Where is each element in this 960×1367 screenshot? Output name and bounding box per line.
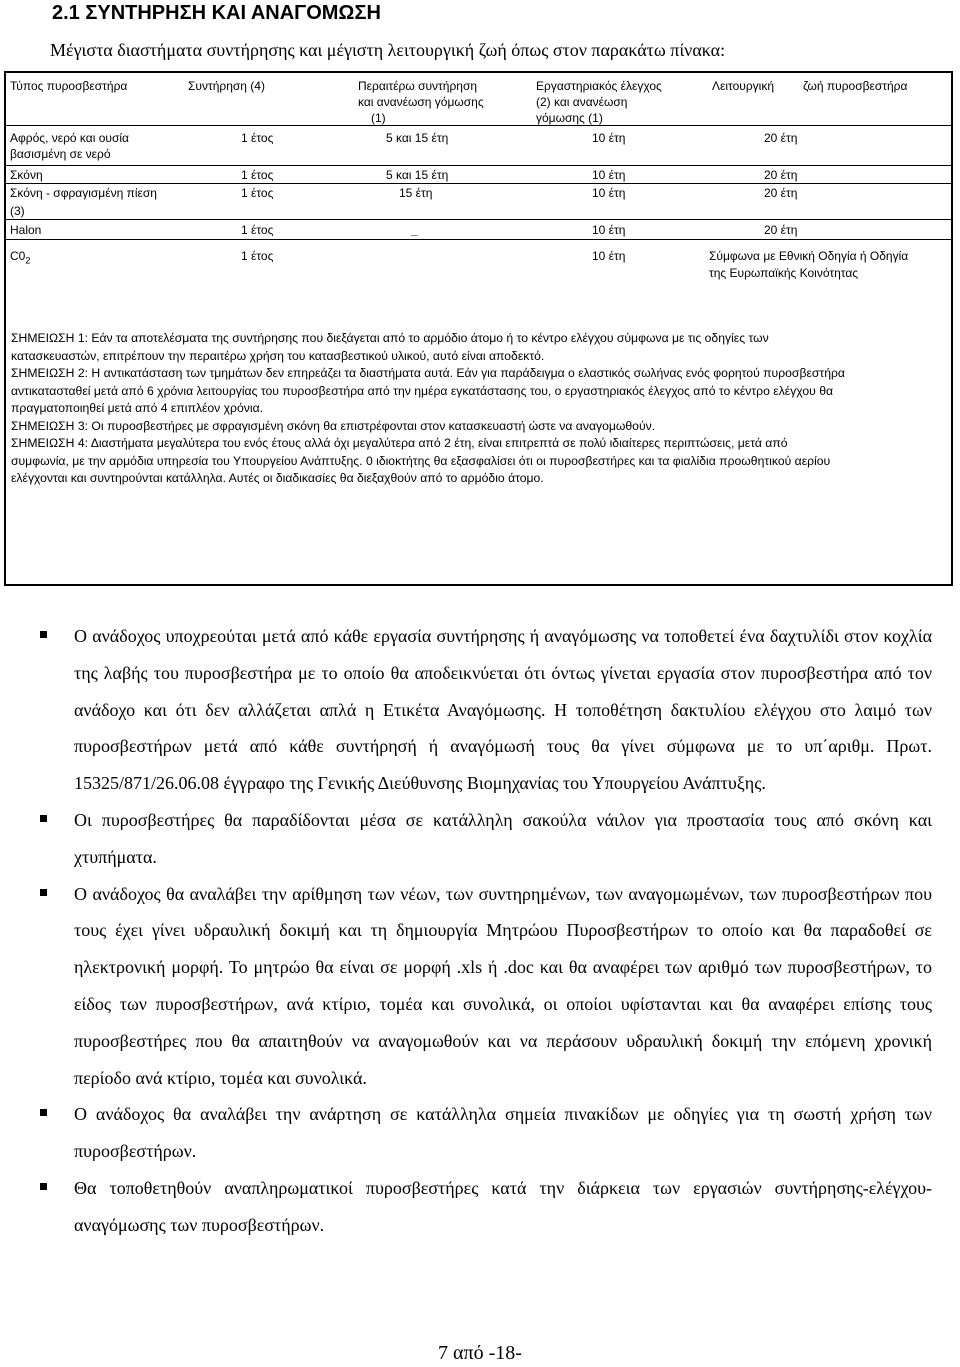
maintenance-table-box: [4, 71, 953, 586]
list-item: [40, 1170, 932, 1244]
row-powder-further: 5 και 15 έτη: [386, 168, 449, 182]
note-line: ΣΗΜΕΙΩΣΗ 4: Διαστήματα μεγαλύτερα του ενός έτους αλλά όχι μεγαλύτερα από 2 έτη, είναι επιτρεπτά σε πολύ ιδιαίτερες περιπτώσεις, μετά από: [11, 436, 788, 450]
row-powder-life: 20 έτη: [764, 168, 798, 182]
row-halon-further: _: [411, 223, 418, 237]
square-bullet-icon: [40, 1109, 47, 1116]
table-divider: [6, 239, 951, 240]
list-item: [40, 876, 932, 1097]
row-powder-maintenance: 1 έτος: [241, 168, 274, 182]
row-sealed-powder-maintenance: 1 έτος: [241, 186, 274, 200]
note-line: ελέγχονται και συντηρούνται κατάλληλα. Αυτές οι διαδικασίες θα διεξαχθούν από το αρμόδιο άτομο.: [11, 471, 544, 485]
header-lab-check-line3: γόμωσης (1): [536, 111, 603, 125]
note-line: συμφωνία, με την αρμόδια υπηρεσία του Υπουργείου Ανάπτυξης. 0 ιδιοκτήτης θα εξασφαλίσει ότι οι πυροσβεστήρες και τα φιαλίδια προωθητικού αερίου: [11, 453, 831, 468]
table-notes: [11, 330, 949, 488]
list-item: [40, 802, 932, 876]
note-line: πραγματοποιηθεί μετά από 4 επιπλέον χρόνια.: [11, 401, 263, 415]
requirements-list: [40, 618, 932, 1244]
list-item-text: Θα τοποθετηθούν αναπληρωματικοί πυροσβεστήρες κατά την διάρκεια των εργασιών συντήρησης-ελέγχου-αναγόμωσης των πυροσβεστήρων.: [74, 1177, 932, 1235]
row-halon-life: 20 έτη: [764, 223, 798, 237]
header-life-a: Λειτουργική: [712, 79, 775, 93]
header-lab-check-line2: (2) και ανανέωση: [536, 95, 628, 109]
row-co2-life: Σύμφωνα με Εθνική Οδηγία ή Οδηγία: [709, 249, 909, 263]
list-item-text: Ο ανάδοχος θα αναλάβει την αρίθμηση των νέων, των συντηρημένων, των αναγομωμένων, των πυροσβεστήρων που τους έχει γίνει υδραυλική δοκιμή και τη δημιουργία Μητρώου Πυροσβεστήρων το οποίο και θα παραδοθεί σε ηλεκτρονική μορφή. Το μητρώο θα είναι σε μορφή .xls ή .doc και θα αναφέρει των αριθμό των πυροσβεστήρων, το είδος των πυροσβεστήρων, ανά κτίριο, τομέα και συνολικά, οι οποίοι υφίστανται και θα αναφέρει επίσης τους πυροσβεστήρες που θα απαιτηθούν να αναγομωθούν και να περάσουν υδραυλική δοκιμή την επόμενη χρονική περίοδο ανά κτίριο, τομέα και συνολικά.: [74, 883, 932, 1088]
row-sealed-powder-lab: 10 έτη: [592, 186, 626, 200]
table-caption: Μέγιστα διαστήματα συντήρησης και μέγιστη λειτουργική ζωή όπως στον παρακάτω πίνακα:: [50, 40, 726, 60]
header-lab-check: Εργαστηριακός έλεγχος: [536, 79, 662, 93]
row-sealed-powder-life: 20 έτη: [764, 186, 798, 200]
row-foam-further: 5 και 15 έτη: [386, 131, 449, 145]
note-line: αντικατασταθεί μετά από 6 χρόνια λειτουργίας του πυροσβεστήρα από την ημέρα εγκατάστασης του, ο εργαστηριακός έλεγχος από το κέντρο ελέγχου θα: [11, 383, 834, 398]
row-halon-type: Halon: [10, 223, 42, 237]
row-halon-maintenance: 1 έτος: [241, 223, 274, 237]
row-foam-lab: 10 έτη: [592, 131, 626, 145]
table-divider: [6, 165, 951, 166]
row-co2-type-base: C0: [10, 249, 26, 263]
square-bullet-icon: [40, 631, 47, 638]
note-line: ΣΗΜΕΙΩΣΗ 3: Οι πυροσβεστήρες με σφραγισμένη σκόνη θα επιστρέφονται στον κατασκευαστή ώστε να αναγομωθούν.: [11, 418, 656, 433]
row-foam-life: 20 έτη: [764, 131, 798, 145]
note-line: ΣΗΜΕΙΩΣΗ 1: Εάν τα αποτελέσματα της συντήρησης που διεξάγεται από το αρμόδιο άτομο ή το κέντρο ελέγχου σύμφωνα με τις οδηγίες των: [11, 331, 769, 345]
row-halon-lab: 10 έτη: [592, 223, 626, 237]
table-divider: [6, 183, 951, 184]
row-sealed-powder-further: 15 έτη: [399, 186, 433, 200]
list-item-text: Ο ανάδοχος υποχρεούται μετά από κάθε εργασία συντήρησης ή αναγόμωσης να τοποθετεί ένα δαχτυλίδι στον κοχλία της λαβής του πυροσβεστήρα με το οποίο θα αποδεικνύεται ότι όντως γίνεται εργασία στον πυροσβεστήρα από τον ανάδοχο και ότι δεν αλλάζεται απλά η Ετικέτα Αναγόμωσης. Η τοποθέτηση δακτυλίου ελέγχου στο λαιμό των πυροσβεστήρων μετά από κάθε συντήρησή ή αναγόμωσή τους θα γίνει σύμφωνα με το υπ΄αριθμ. Πρωτ. 15325/871/26.06.08 έγγραφο της Γενικής Διεύθυνσης Βιομηχανίας του Υπουργείου Ανάπτυξης.: [74, 626, 932, 794]
row-co2-life-line2: της Ευρωπαϊκής Κοινότητας: [709, 266, 859, 280]
table-divider: [6, 125, 951, 126]
square-bullet-icon: [40, 815, 47, 822]
note-line: κατασκευαστών, επιτρέπουν την περαιτέρω χρήση του κατασβεστικού υλικού, αυτό είναι αποδεκτό.: [11, 348, 545, 363]
row-co2-maintenance: 1 έτος: [241, 249, 274, 263]
header-life-b: ζωή πυροσβεστήρα: [803, 79, 908, 93]
row-sealed-powder-type: Σκόνη - σφραγισμένη πίεση: [10, 186, 157, 200]
page-number: 7 από -18-: [438, 1342, 522, 1364]
list-item: [40, 618, 932, 802]
row-co2-lab: 10 έτη: [592, 249, 626, 263]
row-foam-type: Αφρός, νερό και ουσία: [10, 131, 129, 145]
row-sealed-powder-type-line2: (3): [10, 204, 25, 218]
header-maintenance: Συντήρηση (4): [188, 79, 265, 93]
row-foam-maintenance: 1 έτος: [241, 131, 274, 145]
header-further-maintenance: Περαιτέρω συντήρηση: [358, 79, 478, 93]
list-item: [40, 1096, 932, 1170]
header-further-maintenance-line3: (1): [371, 111, 386, 125]
row-foam-type-line2: βασισμένη σε νερό: [10, 147, 111, 161]
row-co2-type: [10, 248, 30, 264]
table-divider: [6, 219, 951, 220]
header-type: Τύπος πυροσβεστήρα: [10, 79, 128, 93]
row-powder-lab: 10 έτη: [592, 168, 626, 182]
note-line: ΣΗΜΕΙΩΣΗ 2: Η αντικατάσταση των τμημάτων δεν επηρεάζει τα διαστήματα αυτά. Εάν για παράδειγμα ο ελαστικός σωλήνας ενός φορητού πυροσβεστήρα: [11, 366, 845, 380]
header-further-maintenance-line2: και ανανέωση γόμωσης: [358, 95, 484, 109]
row-co2-type-subscript: 2: [25, 255, 31, 266]
square-bullet-icon: [40, 1183, 47, 1190]
row-powder-type: Σκόνη: [10, 168, 43, 182]
list-item-text: Οι πυροσβεστήρες θα παραδίδονται μέσα σε κατάλληλη σακούλα νάιλον για προστασία τους από σκόνη και χτυπήματα.: [74, 809, 932, 867]
square-bullet-icon: [40, 889, 47, 896]
section-heading: 2.1 ΣΥΝΤΗΡΗΣΗ ΚΑΙ ΑΝΑΓΟΜΩΣΗ: [52, 2, 381, 24]
list-item-text: Ο ανάδοχος θα αναλάβει την ανάρτηση σε κατάλληλα σημεία πινακίδων με οδηγίες για τη σωστή χρήση των πυροσβεστήρων.: [74, 1104, 932, 1162]
